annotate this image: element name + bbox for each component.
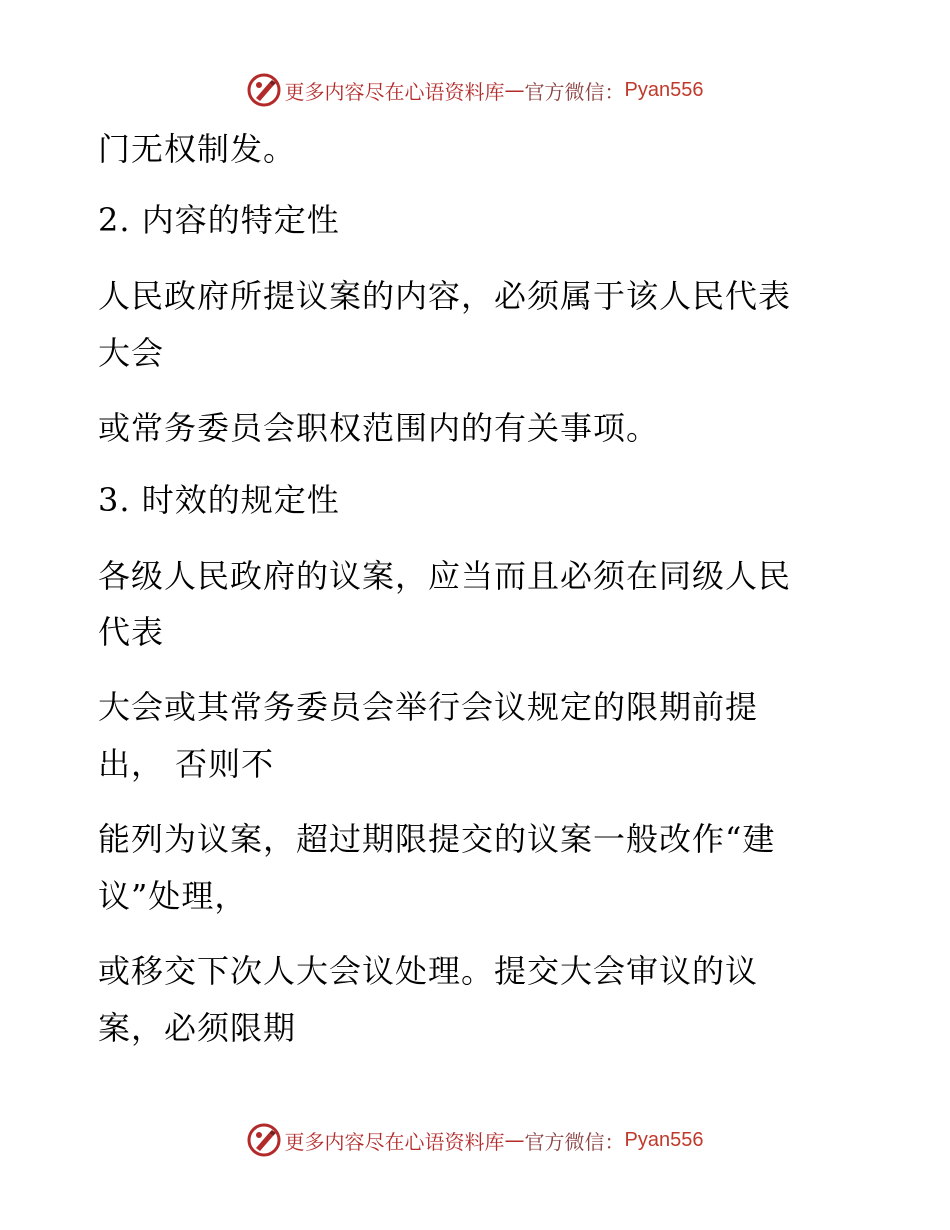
watermark-text: 更多内容尽在心语资料库 — [284, 1129, 505, 1154]
text-line: 案，必须限期 — [98, 1009, 297, 1047]
text-line: 议”处理， — [98, 877, 248, 915]
watermark-dash: — — [504, 1128, 525, 1152]
watermark-wechat-id: Pyan556 — [624, 1128, 704, 1151]
watermark-wechat-label: 官方微信： — [524, 79, 625, 104]
pen-logo-icon — [247, 1123, 281, 1157]
text-line: 代表 — [98, 613, 165, 651]
watermark-dash: — — [504, 78, 525, 102]
pen-logo-icon — [247, 73, 281, 107]
text-line: 人民政府所提议案的内容，必须属于该人民代表 — [98, 277, 792, 315]
watermark-wechat-label: 官方微信： — [524, 1129, 625, 1154]
watermark-header — [0, 70, 950, 110]
watermark-footer — [0, 1120, 950, 1160]
text-line: 大会或其常务委员会举行会议规定的限期前提 — [98, 688, 759, 726]
text-line: 大会 — [98, 334, 165, 372]
text-line: 各级人民政府的议案，应当而且必须在同级人民 — [98, 557, 792, 595]
text-line: 能列为议案，超过期限提交的议案一般改作“建 — [98, 820, 776, 858]
text-line: 出， 否则不 — [98, 745, 275, 783]
text-line: 门无权制发。 — [98, 130, 297, 168]
text-line: 或移交下次人大会议处理。提交大会审议的议 — [98, 952, 759, 990]
section-heading: 2. 内容的特定性 — [98, 201, 340, 239]
section-heading: 3. 时效的规定性 — [98, 481, 340, 519]
watermark-text: 更多内容尽在心语资料库 — [284, 79, 505, 104]
text-line: 或常务委员会职权范围内的有关事项。 — [98, 409, 660, 447]
watermark-wechat-id: Pyan556 — [624, 78, 704, 101]
